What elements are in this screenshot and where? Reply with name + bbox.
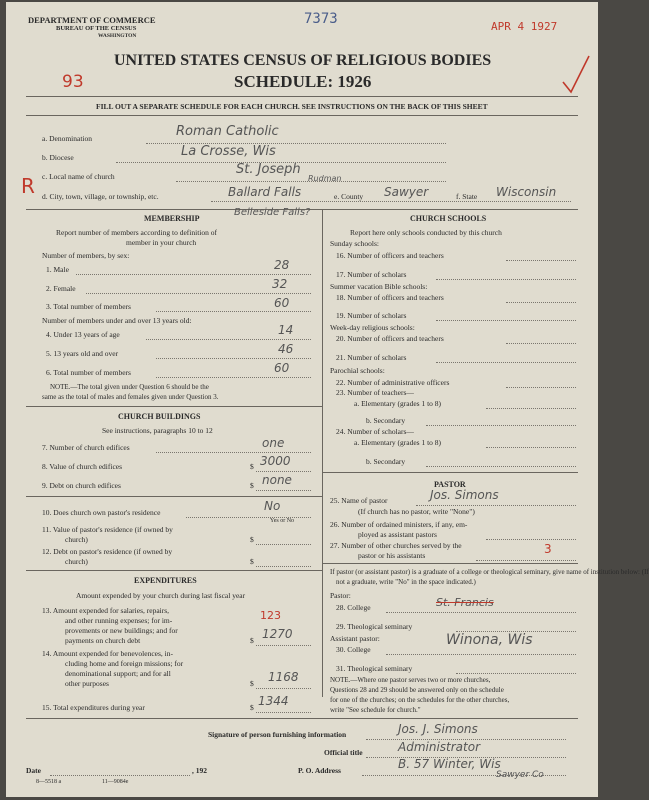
q24a-label: a. Elementary (grades 1 to 8) bbox=[354, 438, 442, 447]
q10-value: No bbox=[264, 499, 281, 513]
expenditures-intro: Amount expended by your church during last fiscal year bbox=[76, 591, 246, 600]
q30-label: 30. College bbox=[336, 645, 371, 654]
value-local-name: St. Joseph bbox=[236, 162, 301, 177]
official-title-label: Official title bbox=[324, 748, 363, 757]
q14-dollar: $ bbox=[250, 679, 254, 688]
q23-label: 23. Number of teachers— bbox=[336, 388, 414, 397]
label-city: d. City, town, village, or township, etc. bbox=[42, 192, 159, 201]
q12-label-2: church) bbox=[65, 557, 88, 566]
weekday-schools-label: Week-day religious schools: bbox=[330, 323, 415, 332]
q9-dollar: $ bbox=[250, 481, 254, 490]
q8-dollar: $ bbox=[250, 462, 254, 471]
q15-value: 1344 bbox=[258, 694, 289, 708]
pastor-note-3: for one of the churches; on the schedules for the other churches, bbox=[330, 696, 510, 704]
q13-red-note: 123 bbox=[260, 609, 281, 622]
pastor-note-2: Questions 28 and 29 should be answered only on the schedule bbox=[330, 686, 504, 694]
q24b-label: b. Secondary bbox=[366, 457, 406, 466]
q13-label-2: and other running expenses; for im- bbox=[65, 616, 173, 625]
date-stamp: APR 4 1927 bbox=[491, 20, 558, 33]
summer-schools-label: Summer vacation Bible schools: bbox=[330, 282, 428, 291]
form-subtitle: SCHEDULE: 1926 bbox=[234, 72, 372, 91]
q13-label-3: provements or new buildings; and for bbox=[65, 626, 178, 635]
po-address-note: Sawyer Co bbox=[496, 770, 544, 780]
q13-dollar: $ bbox=[250, 636, 254, 645]
q18-label: 18. Number of officers and teachers bbox=[336, 293, 444, 302]
label-denomination: a. Denomination bbox=[42, 134, 92, 143]
print-number: 11—9084e bbox=[102, 779, 129, 785]
label-state: f. State bbox=[456, 192, 478, 201]
q6-label: 6. Total number of members bbox=[46, 368, 131, 377]
q27-label-1: 27. Number of other churches served by the bbox=[330, 541, 462, 550]
q16-label: 16. Number of officers and teachers bbox=[336, 251, 444, 260]
q24-label: 24. Number of scholars— bbox=[336, 427, 414, 436]
year-label: , 192 bbox=[192, 766, 207, 775]
date-label: Date bbox=[26, 766, 41, 775]
membership-note-2: same as the total of males and females given under Question 3. bbox=[42, 393, 219, 401]
signature-value: Jos. J. Simons bbox=[398, 722, 478, 736]
parochial-schools-label: Parochial schools: bbox=[330, 366, 385, 375]
q9-label: 9. Debt on church edifices bbox=[42, 481, 121, 490]
pastor-note-4: write "See schedule for church." bbox=[330, 706, 421, 714]
q5-value: 46 bbox=[278, 342, 294, 356]
q5-label: 5. 13 years old and over bbox=[46, 349, 119, 358]
schools-heading: CHURCH SCHOOLS bbox=[410, 214, 487, 223]
q13-label-4: payments on church debt bbox=[65, 636, 141, 645]
q4-label: 4. Under 13 years of age bbox=[46, 330, 120, 339]
age-label: Number of members under and over 13 years old: bbox=[42, 316, 192, 325]
value-state: Wisconsin bbox=[496, 185, 557, 199]
q25-value: Jos. Simons bbox=[430, 488, 499, 502]
q15-label: 15. Total expenditures during year bbox=[42, 703, 145, 712]
department-name: DEPARTMENT OF COMMERCE bbox=[28, 15, 156, 25]
value-city-note: Rudman bbox=[308, 174, 342, 183]
membership-intro-1: Report number of members according to definition of bbox=[56, 228, 217, 237]
schools-intro: Report here only schools conducted by this church bbox=[350, 228, 502, 237]
value-diocese: La Crosse, Wis bbox=[181, 144, 276, 159]
q2-value: 32 bbox=[272, 277, 288, 291]
q14-label-3: denominational support; and for all bbox=[65, 669, 171, 678]
q25-hint: (If church has no pastor, write "None") bbox=[358, 507, 475, 516]
po-address-value: B. 57 Winter, Wis bbox=[398, 757, 501, 771]
q2-label: 2. Female bbox=[46, 284, 76, 293]
instruction-line: FILL OUT A SEPARATE SCHEDULE FOR EACH CHURCH. SEE INSTRUCTIONS ON THE BACK OF THIS SHEET bbox=[96, 102, 488, 111]
q14-label-4: other purposes bbox=[65, 679, 109, 688]
q26-label-1: 26. Number of ordained ministers, if any, em- bbox=[330, 520, 468, 529]
sunday-schools-label: Sunday schools: bbox=[330, 239, 379, 248]
graduate-note-1: If pastor (or assistant pastor) is a graduate of a college or theological seminary, give name of institution below: (If bbox=[330, 568, 649, 576]
q6-value: 60 bbox=[274, 361, 290, 375]
q26-label-2: ployed as assistant pastors bbox=[358, 530, 437, 539]
label-diocese: b. Diocese bbox=[42, 153, 74, 162]
pastor-note-1: NOTE.—Where one pastor serves two or more churches, bbox=[330, 676, 491, 684]
value-county: Sawyer bbox=[384, 185, 429, 199]
q23b-label: b. Secondary bbox=[366, 416, 406, 425]
q17-label: 17. Number of scholars bbox=[336, 270, 407, 279]
q12-label-1: 12. Debt on pastor's residence (if owned by bbox=[42, 547, 173, 556]
census-form bbox=[6, 2, 649, 797]
buildings-intro: See instructions, paragraphs 10 to 12 bbox=[102, 426, 213, 435]
q29-label: 29. Theological seminary bbox=[336, 622, 413, 631]
value-city: Ballard Falls bbox=[228, 185, 302, 199]
official-title-value: Administrator bbox=[398, 740, 481, 754]
pastor-sub-label: Pastor: bbox=[330, 591, 351, 600]
handwritten-number: 93 bbox=[62, 72, 84, 92]
graduate-note-2: not a graduate, write "No" in the space indicated.) bbox=[336, 578, 476, 586]
q28-value: St. Francis bbox=[436, 596, 494, 609]
assistant-pastor-label: Assistant pastor: bbox=[330, 634, 380, 643]
checkmark-icon bbox=[561, 52, 591, 97]
q27-label-2: pastor or his assistants bbox=[358, 551, 426, 560]
form-title: UNITED STATES CENSUS OF RELIGIOUS BODIES bbox=[114, 52, 492, 69]
q7-label: 7. Number of church edifices bbox=[42, 443, 130, 452]
q3-value: 60 bbox=[274, 296, 290, 310]
q25-label: 25. Name of pastor bbox=[330, 496, 388, 505]
q1-value: 28 bbox=[274, 258, 290, 272]
q11-dollar: $ bbox=[250, 535, 254, 544]
label-county: e. County bbox=[334, 192, 364, 201]
q9-value: none bbox=[262, 473, 292, 487]
q31-label: 31. Theological seminary bbox=[336, 664, 413, 673]
q13-label-1: 13. Amount expended for salaries, repairs, bbox=[42, 606, 170, 615]
q3-label: 3. Total number of members bbox=[46, 302, 131, 311]
q27-value: 3 bbox=[544, 542, 552, 556]
q22-label: 22. Number of administrative officers bbox=[336, 378, 450, 387]
expenditures-heading: EXPENDITURES bbox=[134, 576, 197, 585]
q10-hint: Yes or No bbox=[270, 518, 295, 524]
q11-label-1: 11. Value of pastor's residence (if owned by bbox=[42, 525, 173, 534]
q19-label: 19. Number of scholars bbox=[336, 311, 407, 320]
q30-value: Winona, Wis bbox=[446, 632, 533, 648]
q8-label: 8. Value of church edifices bbox=[42, 462, 123, 471]
q20-label: 20. Number of officers and teachers bbox=[336, 334, 444, 343]
membership-intro-2: member in your church bbox=[126, 238, 197, 247]
q14-value: 1168 bbox=[268, 670, 299, 684]
signature-label: Signature of person furnishing information bbox=[208, 730, 347, 739]
q23a-label: a. Elementary (grades 1 to 8) bbox=[354, 399, 442, 408]
membership-note-1: NOTE.—The total given under Question 6 should be the bbox=[50, 383, 209, 391]
q28-label: 28. College bbox=[336, 603, 371, 612]
red-mark: R bbox=[21, 174, 35, 198]
q10-label: 10. Does church own pastor's residence bbox=[42, 508, 161, 517]
q15-dollar: $ bbox=[250, 703, 254, 712]
membership-sex-label: Number of members, by sex: bbox=[42, 251, 130, 260]
q8-value: 3000 bbox=[260, 454, 291, 468]
q1-label: 1. Male bbox=[46, 265, 69, 274]
q13-value: 1270 bbox=[262, 627, 293, 641]
q4-value: 14 bbox=[278, 323, 294, 337]
pastor-heading: PASTOR bbox=[434, 480, 466, 489]
buildings-heading: CHURCH BUILDINGS bbox=[118, 412, 201, 421]
q14-label-1: 14. Amount expended for benevolences, in- bbox=[42, 649, 174, 658]
q21-label: 21. Number of scholars bbox=[336, 353, 407, 362]
po-address-label: P. O. Address bbox=[298, 766, 341, 775]
q12-dollar: $ bbox=[250, 557, 254, 566]
bureau-name: BUREAU OF THE CENSUS bbox=[56, 25, 137, 32]
membership-heading: MEMBERSHIP bbox=[144, 214, 200, 223]
form-number: 8—5518 a bbox=[36, 779, 62, 785]
q7-value: one bbox=[262, 436, 285, 450]
location-label: WASHINGTON bbox=[98, 33, 137, 39]
q14-label-2: cluding home and foreign missions; for bbox=[65, 659, 184, 668]
serial-number: 7373 bbox=[304, 11, 338, 27]
label-local-name: c. Local name of church bbox=[42, 172, 115, 181]
value-denomination: Roman Catholic bbox=[176, 124, 279, 139]
membership-note: Belleside Falls? bbox=[234, 207, 311, 218]
q11-label-2: church) bbox=[65, 535, 88, 544]
